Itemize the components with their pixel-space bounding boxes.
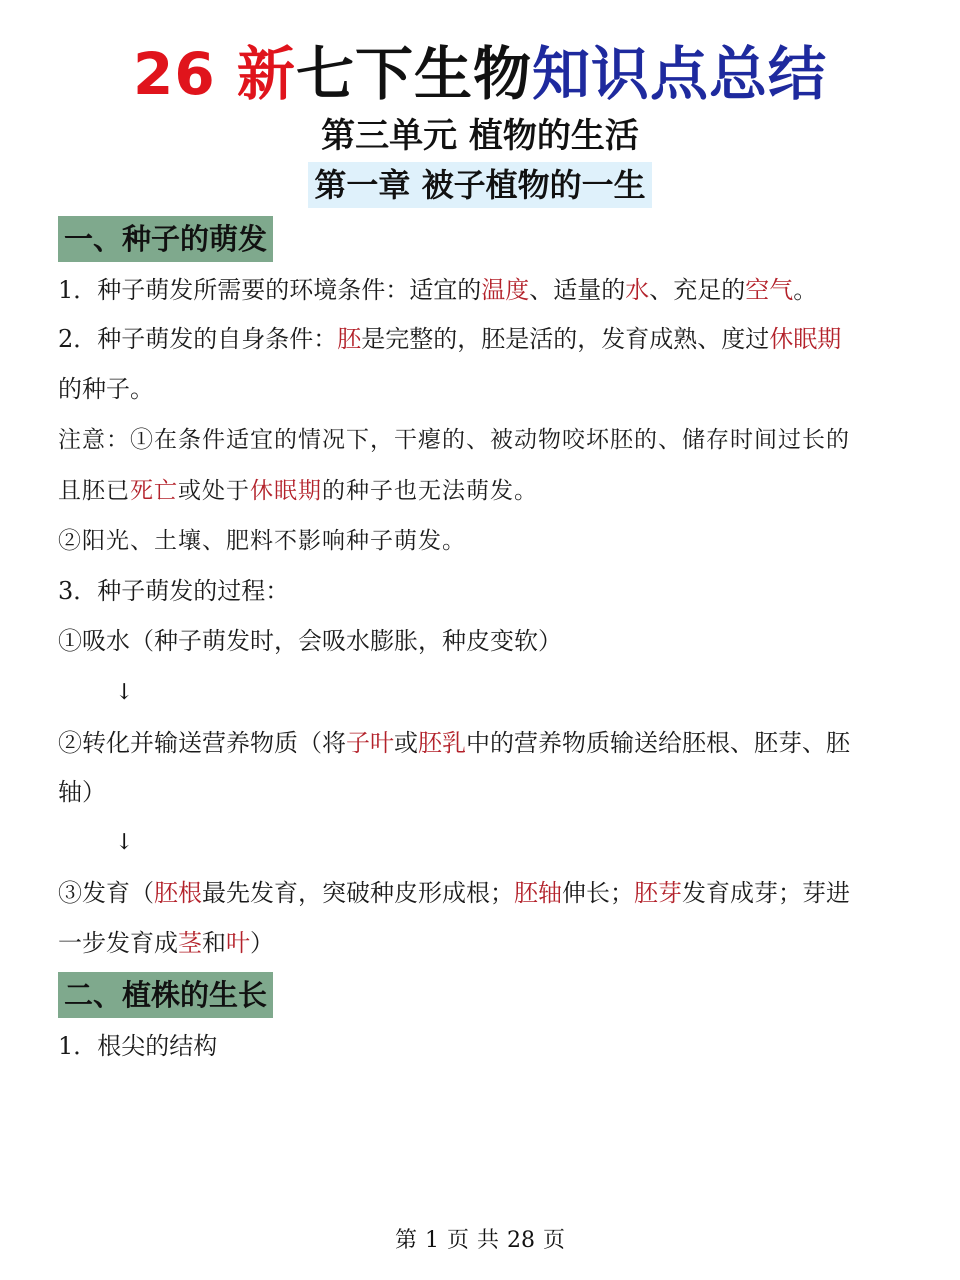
text: 是完整的，胚是活的，发育成熟、度过 xyxy=(361,325,770,353)
text: 中的营养物质输送给胚根、胚芽、胚 xyxy=(466,729,850,757)
keyword: 子叶 xyxy=(346,729,394,757)
keyword: 胚 xyxy=(337,325,362,353)
text: 或 xyxy=(394,729,418,757)
section-heading-seed-germination: 一、种子的萌发 xyxy=(58,216,273,262)
footer-text: 第 xyxy=(394,1228,417,1253)
text: 的种子也无法萌发。 xyxy=(322,478,538,504)
title-summary: 知识点总结 xyxy=(531,40,827,108)
total-pages: 28 xyxy=(507,1228,536,1253)
footer-text: 页 xyxy=(543,1228,566,1253)
title-year-new: 26 新 xyxy=(133,40,296,108)
keyword: 温度 xyxy=(481,276,530,304)
process-step-3 xyxy=(58,876,908,910)
footer-text: 页 xyxy=(446,1228,469,1253)
unit-heading: 第三单元 植物的生活 xyxy=(321,116,639,156)
text: 一步发育成 xyxy=(58,929,178,957)
note-line-3: ②阳光、土壤、肥料不影响种子萌发。 xyxy=(58,528,466,554)
keyword: 休眠期 xyxy=(769,325,842,353)
keyword: 胚芽 xyxy=(634,879,682,907)
page-number: 1 xyxy=(424,1228,439,1253)
text: 伸长； xyxy=(562,879,634,907)
page-footer xyxy=(0,1226,960,1256)
text: 和 xyxy=(202,929,226,957)
title-subject: 七下生物 xyxy=(295,40,532,108)
paragraph-germination-process: 3．种子萌发的过程： xyxy=(58,577,290,605)
keyword: 叶 xyxy=(226,929,250,957)
page-title xyxy=(0,38,960,110)
text: 、适量的 xyxy=(529,276,626,304)
text: ②转化并输送营养物质（将 xyxy=(58,729,346,757)
process-step-2-cont: 轴） xyxy=(58,778,106,806)
keyword: 空气 xyxy=(745,276,794,304)
down-arrow-icon: ↓ xyxy=(115,830,134,855)
process-step-3-cont xyxy=(58,926,908,960)
keyword: 茎 xyxy=(178,929,202,957)
text: 且胚已 xyxy=(58,478,130,504)
down-arrow-icon: ↓ xyxy=(115,680,134,705)
footer-text: 共 xyxy=(477,1228,500,1253)
note-line-2 xyxy=(58,474,908,508)
paragraph-self-conditions xyxy=(58,322,908,356)
chapter-heading: 第一章 被子植物的一生 xyxy=(308,162,651,208)
text: 或处于 xyxy=(178,478,250,504)
text: 、充足的 xyxy=(649,276,746,304)
text: 发育成芽；芽进 xyxy=(682,879,850,907)
paragraph-root-tip: 1．根尖的结构 xyxy=(58,1032,218,1060)
process-step-2 xyxy=(58,726,908,760)
keyword: 胚乳 xyxy=(418,729,466,757)
paragraph-self-conditions-cont: 的种子。 xyxy=(58,375,154,403)
keyword: 休眠期 xyxy=(250,478,322,504)
note-line-1: 注意：①在条件适宜的情况下，干瘪的、被动物咬坏胚的、储存时间过长的 xyxy=(58,427,850,453)
text: 1．种子萌发所需要的环境条件：适宜的 xyxy=(58,276,482,304)
text: ） xyxy=(250,929,274,957)
text: ③发育（ xyxy=(58,879,154,907)
text: 2．种子萌发的自身条件： xyxy=(58,325,338,353)
keyword: 水 xyxy=(625,276,650,304)
keyword: 胚轴 xyxy=(514,879,562,907)
keyword: 死亡 xyxy=(130,478,178,504)
text: 最先发育，突破种皮形成根； xyxy=(202,879,514,907)
text: 。 xyxy=(793,276,818,304)
paragraph-environment-conditions xyxy=(58,273,908,307)
chapter-heading-wrap xyxy=(0,162,960,208)
section-heading-plant-growth: 二、植株的生长 xyxy=(58,972,273,1018)
process-step-1: ①吸水（种子萌发时，会吸水膨胀，种皮变软） xyxy=(58,627,562,655)
keyword: 胚根 xyxy=(154,879,202,907)
